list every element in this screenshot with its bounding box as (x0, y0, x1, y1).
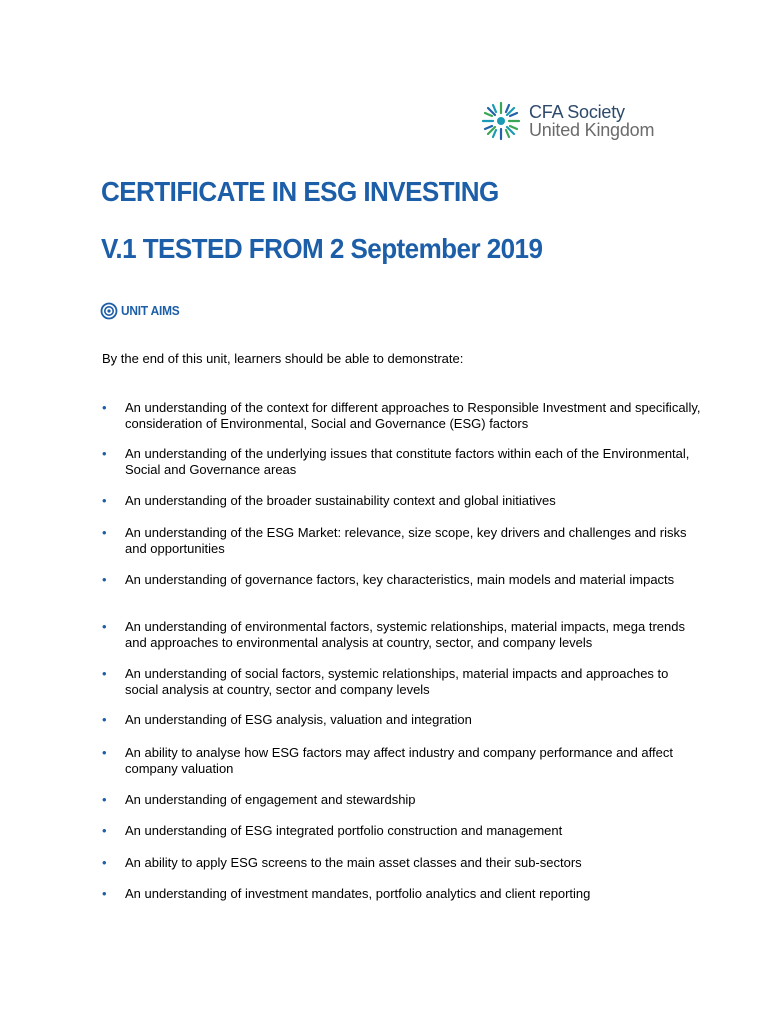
target-icon (100, 302, 118, 320)
list-item (102, 745, 702, 776)
section-heading-unit-aims (100, 302, 183, 320)
document-subtitle: V.1 TESTED FROM 2 September 2019 (101, 233, 543, 264)
list-item (102, 792, 702, 808)
list-item (102, 525, 702, 556)
bullet: • (102, 400, 107, 415)
bullet: • (102, 823, 107, 838)
list-item (102, 493, 702, 509)
list-item-text: An understanding of the ESG Market: relevance, size scope, key drivers and challenges and risks and opportunities (125, 525, 687, 556)
logo-line-2: United Kingdom (529, 120, 655, 140)
list-item-text: An understanding of the context for different approaches to Responsible Investment and specifically, consideration of Environmental, Social and Governance (ESG) factors (125, 400, 701, 431)
list-item-text: An understanding of the broader sustainability context and global initiatives (125, 493, 556, 508)
bullet: • (102, 886, 107, 901)
list-item (102, 619, 702, 650)
intro-text: By the end of this unit, learners should be able to demonstrate: (102, 351, 464, 366)
bullet: • (102, 745, 107, 760)
bullet: • (102, 855, 107, 870)
list-item-text: An understanding of environmental factors, systemic relationships, material impacts, mega trends and approaches to environmental analysis at country, sector, and company levels (125, 619, 685, 650)
list-item (102, 886, 702, 902)
bullet: • (102, 792, 107, 807)
list-item-text: An understanding of investment mandates, portfolio analytics and client reporting (125, 886, 591, 901)
cfa-society-logo (480, 100, 654, 142)
bullet: • (102, 525, 107, 540)
list-item-text: An understanding of the underlying issues that constitute factors within each of the Environmental, Social and Governance areas (125, 446, 690, 477)
bullet: • (102, 619, 107, 634)
list-item (102, 823, 702, 839)
list-item (102, 855, 702, 871)
list-item-text: An understanding of ESG integrated portfolio construction and management (125, 823, 563, 838)
list-item (102, 400, 702, 431)
list-item (102, 666, 702, 697)
logo-line-1: CFA Society (529, 102, 625, 122)
bullet: • (102, 666, 107, 681)
list-item-text: An ability to apply ESG screens to the main asset classes and their sub-sectors (125, 855, 582, 870)
logo-text (529, 103, 654, 139)
list-item-text: An understanding of engagement and stewardship (125, 792, 416, 807)
list-item (102, 572, 702, 588)
document-title: CERTIFICATE IN ESG INVESTING (101, 176, 499, 207)
list-item-text: An understanding of ESG analysis, valuation and integration (125, 712, 472, 727)
list-item (102, 446, 702, 477)
cfa-globe-logo-icon (480, 100, 522, 142)
bullet: • (102, 446, 107, 461)
bullet: • (102, 712, 107, 727)
bullet: • (102, 493, 107, 508)
bullet: • (102, 572, 107, 587)
list-item-text: An understanding of social factors, systemic relationships, material impacts and approaches to social analysis at country, sector and company levels (125, 666, 669, 697)
list-item-text: An understanding of governance factors, key characteristics, main models and material impacts (125, 572, 675, 587)
list-item (102, 712, 702, 728)
list-item-text: An ability to analyse how ESG factors may affect industry and company performance and affect company valuation (125, 745, 673, 776)
section-heading-label: UNIT AIMS (121, 304, 180, 318)
